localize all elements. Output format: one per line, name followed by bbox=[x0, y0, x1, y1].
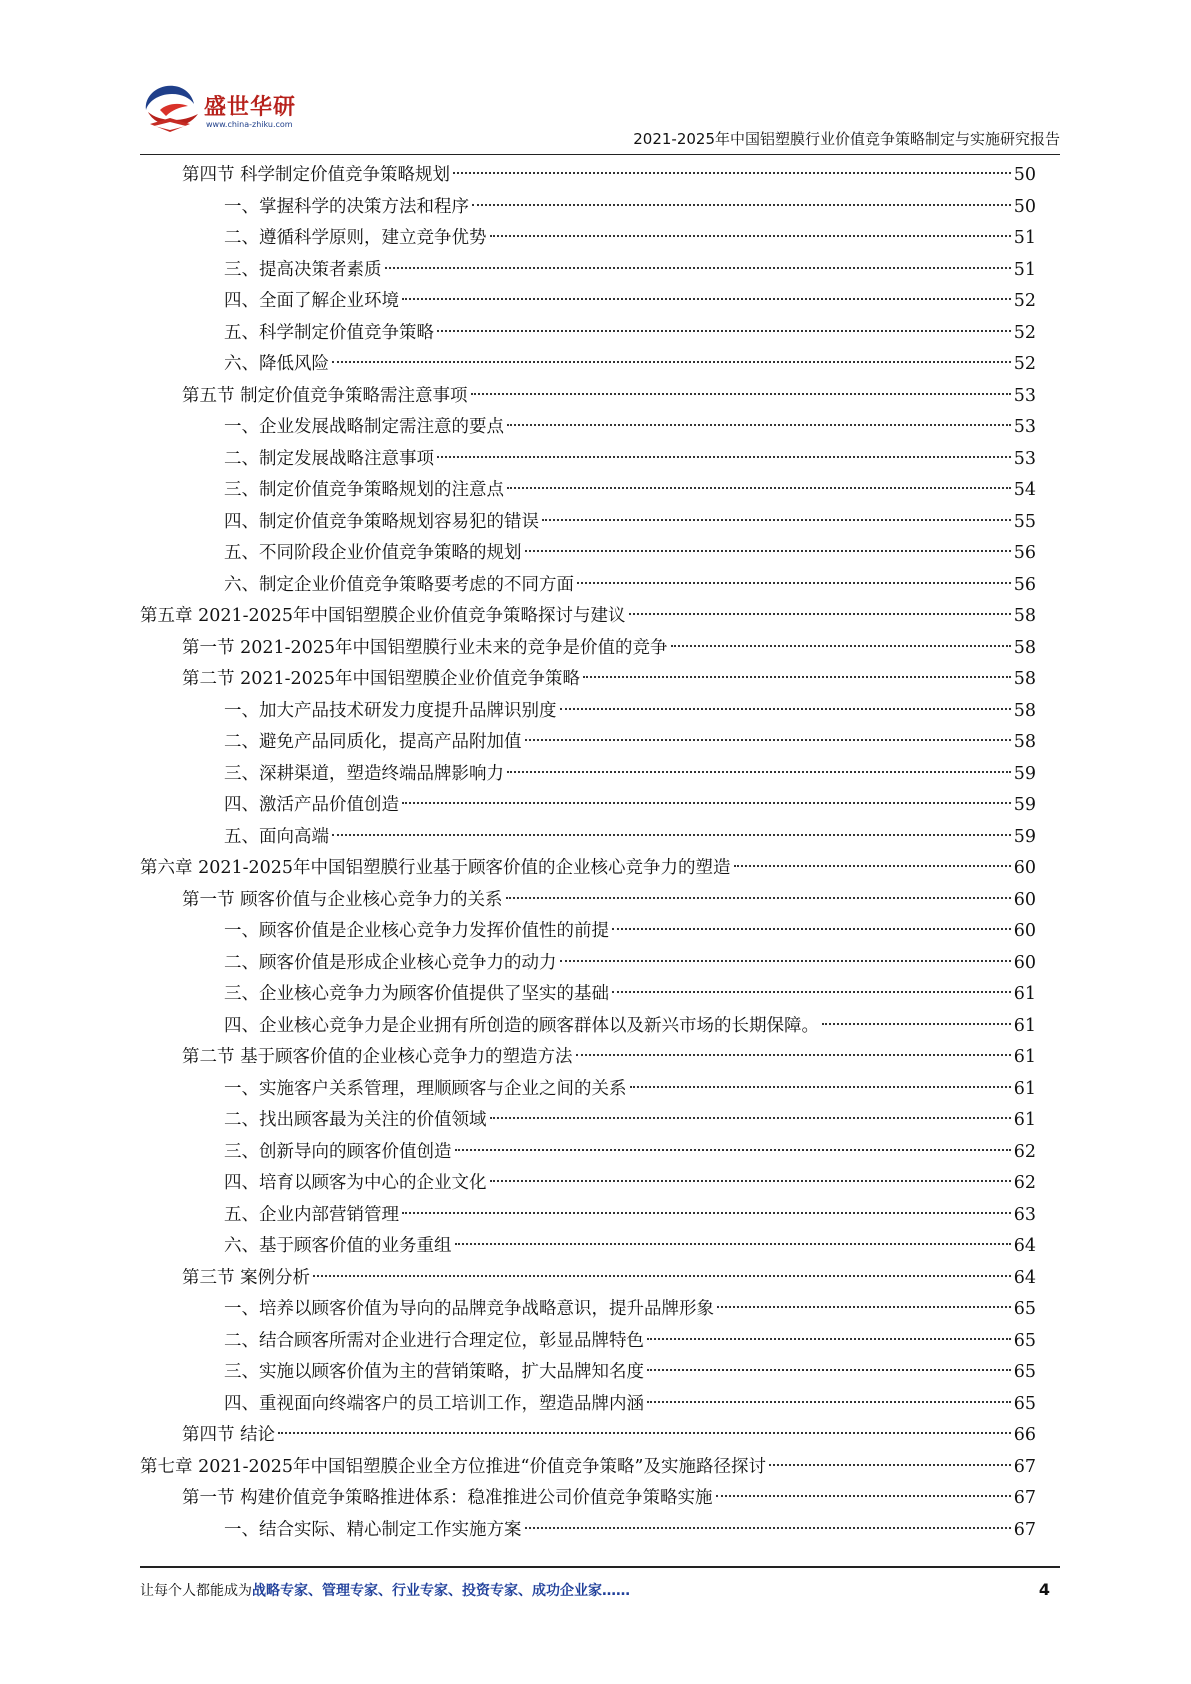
toc-dot-leader bbox=[490, 1117, 1011, 1119]
toc-entry[interactable] bbox=[140, 696, 1036, 728]
toc-entry-title: 五、不同阶段企业价值竞争策略的规划 bbox=[224, 543, 522, 563]
toc-entry-title: 第四节 科学制定价值竞争策略规划 bbox=[182, 165, 451, 185]
toc-dot-leader bbox=[576, 1054, 1011, 1056]
toc-entry[interactable] bbox=[140, 1483, 1036, 1515]
toc-entry-page: 60 bbox=[1013, 921, 1036, 941]
toc-dot-leader bbox=[455, 1149, 1011, 1151]
toc-entry[interactable] bbox=[140, 822, 1036, 854]
toc-entry-page: 54 bbox=[1013, 480, 1036, 500]
toc-dot-leader bbox=[313, 1275, 1011, 1277]
toc-entry[interactable] bbox=[140, 223, 1036, 255]
toc-entry-page: 61 bbox=[1013, 1110, 1036, 1130]
toc-entry-page: 62 bbox=[1013, 1141, 1036, 1162]
toc-entry[interactable] bbox=[140, 286, 1036, 318]
toc-entry[interactable] bbox=[140, 538, 1036, 570]
toc-entry-title: 第一节 顾客价值与企业核心竞争力的关系 bbox=[182, 889, 503, 910]
toc-entry-page: 60 bbox=[1013, 889, 1036, 910]
toc-entry[interactable] bbox=[140, 759, 1036, 791]
toc-dot-leader bbox=[332, 834, 1011, 836]
toc-entry-title: 四、制定价值竞争策略规划容易犯的错误 bbox=[224, 511, 539, 532]
toc-entry-title: 第五章 2021-2025年中国铝塑膜企业价值竞争策略探讨与建议 bbox=[140, 606, 626, 626]
toc-entry-page: 55 bbox=[1013, 511, 1036, 532]
toc-entry-title: 五、科学制定价值竞争策略 bbox=[224, 322, 434, 343]
toc-entry[interactable] bbox=[140, 444, 1036, 476]
toc-entry-title: 第四节 结论 bbox=[182, 1425, 276, 1445]
toc-entry-page: 52 bbox=[1013, 354, 1036, 374]
toc-dot-leader bbox=[734, 865, 1011, 867]
toc-dot-leader bbox=[402, 298, 1011, 300]
toc-dot-leader bbox=[507, 771, 1011, 773]
toc-entry-page: 53 bbox=[1013, 417, 1036, 437]
toc-entry[interactable] bbox=[140, 1263, 1036, 1295]
toc-entry-title: 二、遵循科学原则，建立竞争优势 bbox=[224, 228, 487, 248]
toc-entry[interactable] bbox=[140, 1137, 1036, 1169]
toc-entry-title: 第二节 基于顾客价值的企业核心竞争力的塑造方法 bbox=[182, 1047, 573, 1067]
toc-dot-leader bbox=[647, 1338, 1011, 1340]
table-of-contents bbox=[140, 160, 1036, 1546]
toc-entry-page: 51 bbox=[1013, 259, 1036, 280]
toc-entry-title: 二、结合顾客所需对企业进行合理定位，彰显品牌特色 bbox=[224, 1330, 644, 1351]
toc-entry[interactable] bbox=[140, 1074, 1036, 1106]
toc-entry-title: 四、企业核心竞争力是企业拥有所创造的顾客群体以及新兴市场的长期保障。 bbox=[224, 1015, 819, 1036]
toc-entry-title: 第一节 构建价值竞争策略推进体系：稳准推进公司价值竞争策略实施 bbox=[182, 1488, 713, 1508]
toc-entry[interactable] bbox=[140, 1231, 1036, 1263]
toc-dot-leader bbox=[455, 1243, 1011, 1245]
toc-entry-page: 59 bbox=[1013, 826, 1036, 847]
toc-dot-leader bbox=[525, 739, 1011, 741]
toc-entry-title: 一、掌握科学的决策方法和程序 bbox=[224, 196, 469, 217]
toc-dot-leader bbox=[630, 1086, 1011, 1088]
toc-entry[interactable] bbox=[140, 664, 1036, 696]
toc-entry[interactable] bbox=[140, 727, 1036, 759]
toc-entry-page: 58 bbox=[1013, 669, 1036, 689]
toc-entry-title: 一、企业发展战略制定需注意的要点 bbox=[224, 417, 504, 437]
toc-entry-page: 66 bbox=[1013, 1425, 1036, 1445]
page-header bbox=[140, 80, 1060, 150]
toc-entry-title: 一、实施客户关系管理，理顺顾客与企业之间的关系 bbox=[224, 1078, 627, 1099]
toc-entry-title: 第五节 制定价值竞争策略需注意事项 bbox=[182, 385, 468, 406]
toc-entry-page: 52 bbox=[1013, 291, 1036, 311]
header-divider bbox=[140, 154, 1060, 155]
toc-entry-title: 二、找出顾客最为关注的价值领域 bbox=[224, 1110, 487, 1130]
toc-entry-page: 50 bbox=[1013, 196, 1036, 217]
toc-dot-leader bbox=[583, 676, 1011, 678]
toc-entry-page: 65 bbox=[1013, 1362, 1036, 1382]
toc-dot-leader bbox=[647, 1401, 1011, 1403]
toc-entry-page: 67 bbox=[1013, 1488, 1036, 1508]
toc-entry[interactable] bbox=[140, 1042, 1036, 1074]
toc-dot-leader bbox=[506, 897, 1011, 899]
toc-entry-page: 53 bbox=[1013, 385, 1036, 406]
toc-entry[interactable] bbox=[140, 507, 1036, 539]
toc-entry-title: 四、全面了解企业环境 bbox=[224, 291, 399, 311]
toc-entry[interactable] bbox=[140, 412, 1036, 444]
toc-entry-page: 56 bbox=[1013, 543, 1036, 563]
toc-entry[interactable] bbox=[140, 255, 1036, 287]
toc-dot-leader bbox=[629, 613, 1011, 615]
toc-entry-page: 62 bbox=[1013, 1173, 1036, 1193]
toc-dot-leader bbox=[577, 582, 1011, 584]
toc-entry-title: 三、深耕渠道，塑造终端品牌影响力 bbox=[224, 763, 504, 784]
toc-dot-leader bbox=[716, 1495, 1011, 1497]
page-footer bbox=[140, 1580, 1060, 1604]
toc-entry-page: 61 bbox=[1013, 1047, 1036, 1067]
toc-entry[interactable] bbox=[140, 1011, 1036, 1043]
toc-entry[interactable] bbox=[140, 475, 1036, 507]
toc-entry-title: 五、企业内部营销管理 bbox=[224, 1204, 399, 1225]
toc-entry-page: 58 bbox=[1013, 637, 1036, 658]
footer-slogan-lead: 让每个人都能成为 bbox=[140, 1583, 252, 1599]
toc-dot-leader bbox=[507, 487, 1011, 489]
toc-entry[interactable] bbox=[140, 948, 1036, 980]
report-title: 2021-2025年中国铝塑膜行业价值竞争策略制定与实施研究报告 bbox=[633, 130, 1060, 148]
toc-entry-title: 一、顾客价值是企业核心竞争力发挥价值性的前提 bbox=[224, 921, 609, 941]
toc-dot-leader bbox=[490, 235, 1011, 237]
toc-dot-leader bbox=[507, 424, 1011, 426]
toc-entry[interactable] bbox=[140, 633, 1036, 665]
toc-entry-title: 第七章 2021-2025年中国铝塑膜企业全方位推进“价值竞争策略”及实施路径探讨 bbox=[140, 1456, 766, 1477]
toc-entry[interactable] bbox=[140, 601, 1036, 633]
toc-entry-title: 一、培养以顾客价值为导向的品牌竞争战略意识，提升品牌形象 bbox=[224, 1299, 714, 1319]
toc-entry-page: 53 bbox=[1013, 448, 1036, 469]
toc-entry[interactable] bbox=[140, 192, 1036, 224]
toc-entry-title: 四、培育以顾客为中心的企业文化 bbox=[224, 1173, 487, 1193]
toc-entry-title: 第二节 2021-2025年中国铝塑膜企业价值竞争策略 bbox=[182, 669, 581, 689]
toc-entry-page: 61 bbox=[1013, 1015, 1036, 1036]
toc-entry[interactable] bbox=[140, 349, 1036, 381]
footer-slogan-roles: 战略专家、管理专家、行业专家、投资专家、成功企业家…… bbox=[252, 1583, 630, 1599]
toc-entry-page: 58 bbox=[1013, 732, 1036, 752]
toc-dot-leader bbox=[769, 1464, 1011, 1466]
company-logo bbox=[140, 80, 310, 140]
toc-entry[interactable] bbox=[140, 1200, 1036, 1232]
toc-entry[interactable] bbox=[140, 1326, 1036, 1358]
toc-dot-leader bbox=[402, 1212, 1011, 1214]
toc-entry-page: 67 bbox=[1013, 1456, 1036, 1477]
toc-entry[interactable] bbox=[140, 885, 1036, 917]
toc-dot-leader bbox=[453, 172, 1011, 174]
toc-dot-leader bbox=[612, 928, 1011, 930]
toc-dot-leader bbox=[437, 330, 1011, 332]
toc-dot-leader bbox=[437, 456, 1011, 458]
toc-entry-title: 第三节 案例分析 bbox=[182, 1267, 311, 1288]
toc-dot-leader bbox=[471, 393, 1011, 395]
toc-entry[interactable] bbox=[140, 1515, 1036, 1547]
toc-entry-title: 二、顾客价值是形成企业核心竞争力的动力 bbox=[224, 952, 557, 973]
toc-entry-title: 四、重视面向终端客户的员工培训工作，塑造品牌内涵 bbox=[224, 1393, 644, 1414]
toc-entry-title: 二、制定发展战略注意事项 bbox=[224, 448, 434, 469]
toc-entry-title: 三、实施以顾客价值为主的营销策略，扩大品牌知名度 bbox=[224, 1362, 644, 1382]
page-number: 4 bbox=[1038, 1580, 1050, 1599]
toc-entry-title: 五、面向高端 bbox=[224, 826, 329, 847]
toc-entry-title: 一、加大产品技术研发力度提升品牌识别度 bbox=[224, 700, 557, 721]
toc-dot-leader bbox=[385, 267, 1011, 269]
toc-entry-page: 60 bbox=[1013, 858, 1036, 878]
toc-entry-title: 六、降低风险 bbox=[224, 354, 329, 374]
toc-entry-page: 65 bbox=[1013, 1393, 1036, 1414]
toc-dot-leader bbox=[822, 1023, 1011, 1025]
toc-dot-leader bbox=[612, 991, 1011, 993]
toc-entry-page: 56 bbox=[1013, 574, 1036, 595]
toc-entry-page: 58 bbox=[1013, 700, 1036, 721]
toc-entry-page: 65 bbox=[1013, 1299, 1036, 1319]
toc-dot-leader bbox=[671, 645, 1011, 647]
toc-dot-leader bbox=[525, 550, 1011, 552]
toc-entry-page: 59 bbox=[1013, 795, 1036, 815]
toc-entry[interactable] bbox=[140, 790, 1036, 822]
toc-entry[interactable] bbox=[140, 318, 1036, 350]
toc-entry[interactable] bbox=[140, 1294, 1036, 1326]
toc-entry[interactable] bbox=[140, 916, 1036, 948]
footer-divider bbox=[140, 1566, 1060, 1568]
toc-entry-page: 64 bbox=[1013, 1267, 1036, 1288]
logo-url: www.china-zhiku.com bbox=[206, 120, 293, 129]
toc-entry-title: 第六章 2021-2025年中国铝塑膜行业基于顾客价值的企业核心竞争力的塑造 bbox=[140, 858, 731, 878]
toc-dot-leader bbox=[647, 1369, 1011, 1371]
toc-entry[interactable] bbox=[140, 1357, 1036, 1389]
toc-entry[interactable] bbox=[140, 1420, 1036, 1452]
toc-dot-leader bbox=[278, 1432, 1011, 1434]
toc-entry-title: 四、激活产品价值创造 bbox=[224, 795, 399, 815]
toc-entry-page: 65 bbox=[1013, 1330, 1036, 1351]
toc-dot-leader bbox=[472, 204, 1011, 206]
toc-dot-leader bbox=[525, 1527, 1011, 1529]
toc-entry[interactable] bbox=[140, 853, 1036, 885]
toc-entry-page: 67 bbox=[1013, 1519, 1036, 1540]
toc-dot-leader bbox=[490, 1180, 1011, 1182]
toc-entry[interactable] bbox=[140, 570, 1036, 602]
toc-dot-leader bbox=[542, 519, 1011, 521]
toc-entry-page: 52 bbox=[1013, 322, 1036, 343]
toc-dot-leader bbox=[402, 802, 1011, 804]
logo-name: 盛世华研 bbox=[204, 95, 297, 120]
toc-dot-leader bbox=[717, 1306, 1011, 1308]
toc-entry-title: 三、制定价值竞争策略规划的注意点 bbox=[224, 480, 504, 500]
toc-entry[interactable] bbox=[140, 1452, 1036, 1484]
toc-entry[interactable] bbox=[140, 160, 1036, 192]
toc-entry-title: 第一节 2021-2025年中国铝塑膜行业未来的竞争是价值的竞争 bbox=[182, 637, 668, 658]
toc-entry-title: 六、基于顾客价值的业务重组 bbox=[224, 1236, 452, 1256]
toc-entry-title: 三、企业核心竞争力为顾客价值提供了坚实的基础 bbox=[224, 984, 609, 1004]
toc-dot-leader bbox=[560, 708, 1011, 710]
toc-entry[interactable] bbox=[140, 1105, 1036, 1137]
toc-entry[interactable] bbox=[140, 1389, 1036, 1421]
toc-entry-page: 63 bbox=[1013, 1204, 1036, 1225]
toc-entry-page: 60 bbox=[1013, 952, 1036, 973]
toc-entry-title: 三、提高决策者素质 bbox=[224, 259, 382, 280]
toc-entry-page: 64 bbox=[1013, 1236, 1036, 1256]
toc-entry-page: 61 bbox=[1013, 1078, 1036, 1099]
toc-entry-page: 50 bbox=[1013, 165, 1036, 185]
toc-entry-page: 51 bbox=[1013, 228, 1036, 248]
toc-entry[interactable] bbox=[140, 979, 1036, 1011]
toc-entry-title: 三、创新导向的顾客价值创造 bbox=[224, 1141, 452, 1162]
toc-entry[interactable] bbox=[140, 1168, 1036, 1200]
toc-entry-title: 二、避免产品同质化，提高产品附加值 bbox=[224, 732, 522, 752]
toc-dot-leader bbox=[332, 361, 1011, 363]
toc-entry-page: 58 bbox=[1013, 606, 1036, 626]
toc-dot-leader bbox=[560, 960, 1011, 962]
toc-entry-page: 61 bbox=[1013, 984, 1036, 1004]
toc-entry-title: 一、结合实际、精心制定工作实施方案 bbox=[224, 1519, 522, 1540]
toc-entry-page: 59 bbox=[1013, 763, 1036, 784]
toc-entry-title: 六、制定企业价值竞争策略要考虑的不同方面 bbox=[224, 574, 574, 595]
logo-swirl-icon bbox=[140, 80, 202, 136]
toc-entry[interactable] bbox=[140, 381, 1036, 413]
